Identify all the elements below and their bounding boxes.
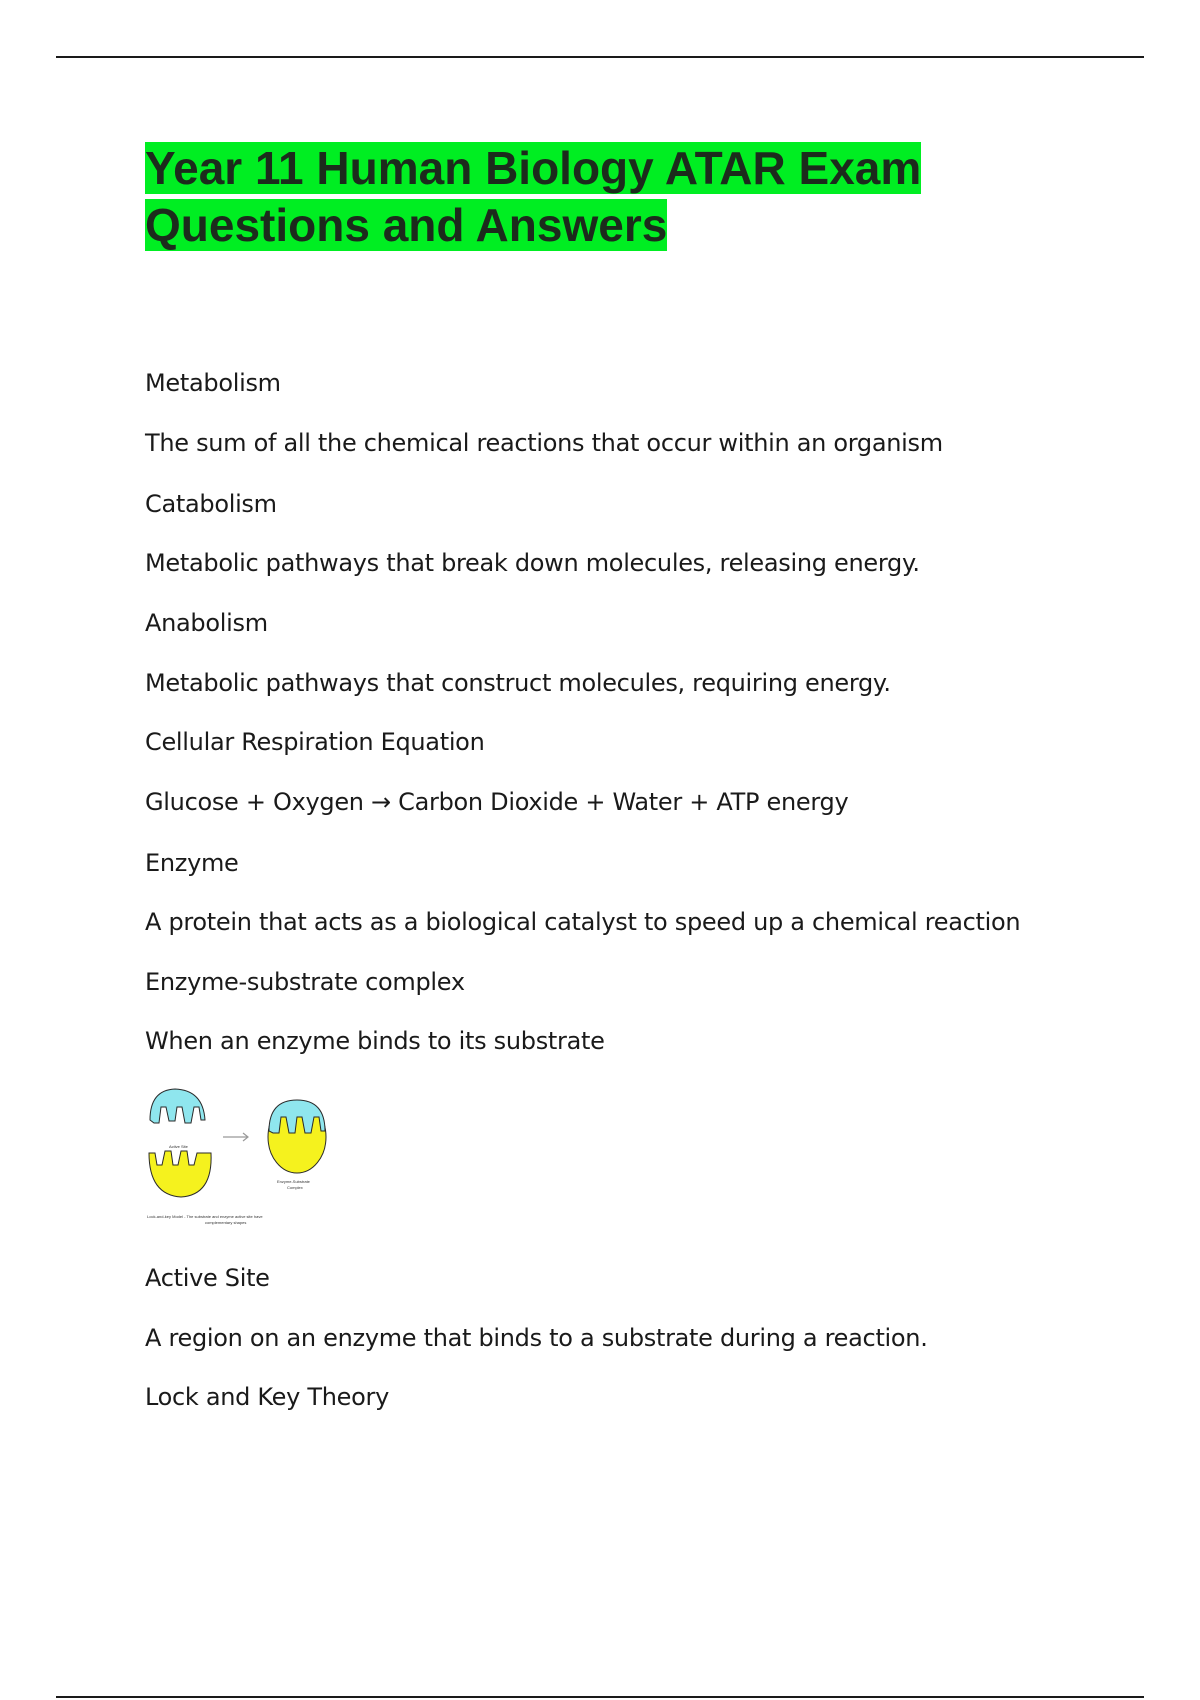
page-title xyxy=(145,140,1145,254)
top-rule xyxy=(56,56,1144,58)
enzyme-shape xyxy=(149,1151,211,1197)
figure-caption-2: complementary shapes xyxy=(205,1220,247,1225)
definition-enzyme: A protein that acts as a biological catalyst to speed up a chemical reaction xyxy=(145,908,1021,936)
term-metabolism: Metabolism xyxy=(145,369,281,397)
definition-metabolism: The sum of all the chemical reactions that occur within an organism xyxy=(145,429,943,457)
definition-catabolism: Metabolic pathways that break down molecules, releasing energy. xyxy=(145,549,920,577)
figure-caption-1: Lock-and-key Model - The substrate and enzyme active site have xyxy=(147,1214,263,1219)
document-header xyxy=(145,140,1145,254)
enzyme-substrate-illustration xyxy=(145,1085,335,1235)
definition-cellular-respiration: Glucose + Oxygen → Carbon Dioxide + Water + ATP energy xyxy=(145,788,849,816)
bottom-rule xyxy=(56,1696,1144,1698)
lock-and-key-diagram xyxy=(145,1085,335,1235)
title-line-2: Questions and Answers xyxy=(145,199,668,251)
label-complex-2: Complex xyxy=(287,1185,303,1190)
term-anabolism: Anabolism xyxy=(145,609,268,637)
term-cellular-respiration: Cellular Respiration Equation xyxy=(145,728,485,756)
definition-active-site: A region on an enzyme that binds to a substrate during a reaction. xyxy=(145,1324,928,1352)
title-line-1: Year 11 Human Biology ATAR Exam xyxy=(145,142,922,194)
definition-anabolism: Metabolic pathways that construct molecules, requiring energy. xyxy=(145,669,891,697)
definition-enzyme-substrate-complex: When an enzyme binds to its substrate xyxy=(145,1027,605,1055)
term-enzyme: Enzyme xyxy=(145,849,239,877)
term-enzyme-substrate-complex: Enzyme-substrate complex xyxy=(145,968,465,996)
substrate-shape xyxy=(150,1089,205,1123)
term-active-site: Active Site xyxy=(145,1264,270,1292)
label-active-site: Active Site xyxy=(169,1144,188,1149)
term-lock-and-key: Lock and Key Theory xyxy=(145,1383,389,1411)
label-complex-1: Enzyme-Substrate xyxy=(277,1179,310,1184)
term-catabolism: Catabolism xyxy=(145,490,277,518)
